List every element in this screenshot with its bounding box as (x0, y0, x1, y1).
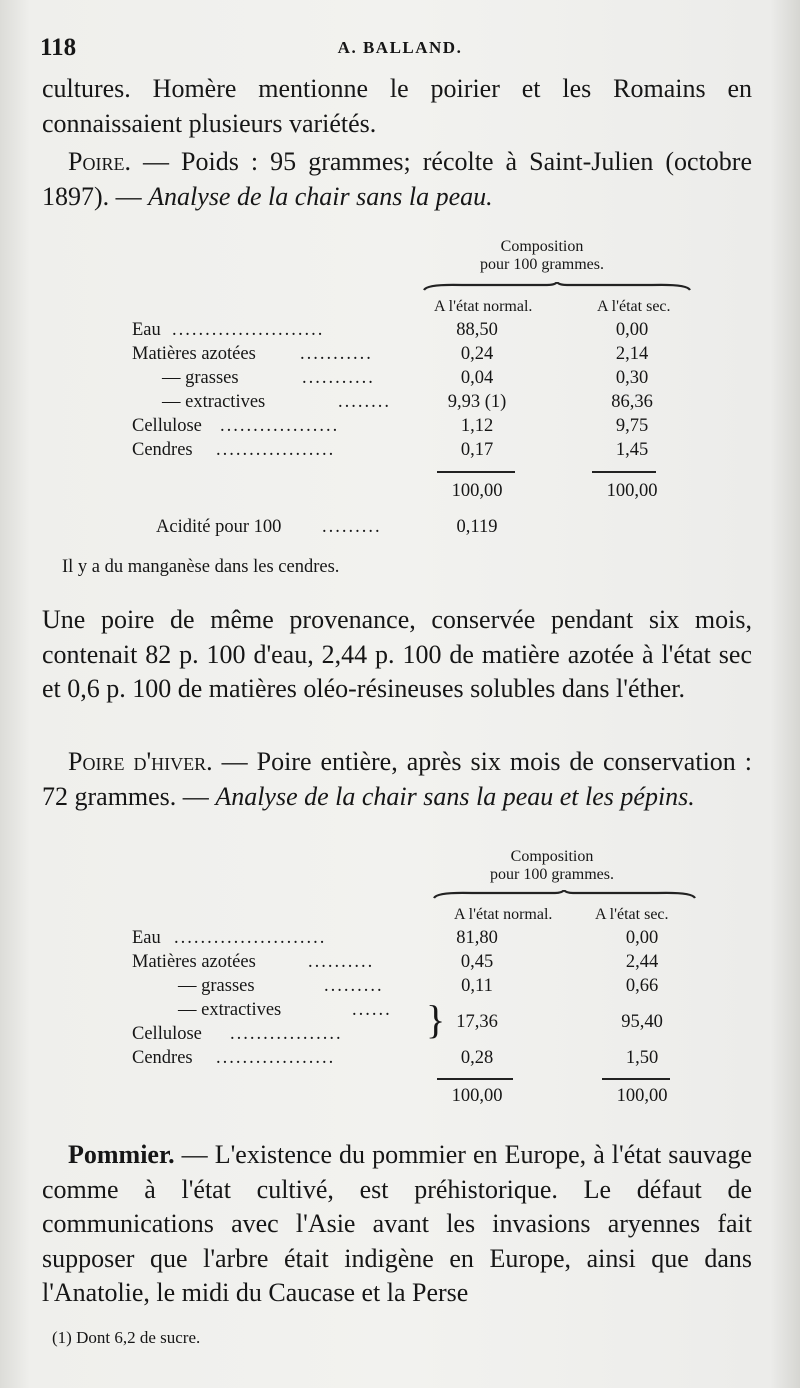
table-row: — extractives ........ 9,93 (1) 86,36 (162, 392, 653, 412)
composition-brace (432, 890, 697, 900)
col-sec-header: A l'état sec. (597, 298, 671, 315)
table-row: — extractives ...... (178, 1000, 392, 1020)
poire-heading: Poire. (68, 147, 131, 176)
running-title: A. BALLAND. (337, 38, 463, 57)
table-row: Cellulose ................. (132, 1024, 343, 1044)
total-row: 100,00 100,00 (451, 1086, 668, 1106)
page-number: 118 (40, 34, 77, 61)
conservation-paragraph: Une poire de même provenance, conservée pendant six mois, contenait 82 p. 100 d'eau, 2,44 p. 100 de matière azotée à l'état sec et 0,6 p. 100 de matières oléo-résineuses solubles dans l'éther. (42, 605, 752, 703)
table-row: Cellulose .................. 1,12 9,75 (132, 416, 649, 436)
table-row: Matières azotées .......... 0,45 2,44 (132, 952, 659, 972)
composition-header: Composition pour 100 grammes. (480, 238, 604, 273)
poire-hiver-analysis: Analyse de la chair sans la peau et les pépins. (215, 781, 695, 811)
table-row: Eau ....................... 88,50 0,00 (132, 320, 649, 340)
table-row: Cendres .................. 0,17 1,45 (132, 440, 649, 460)
table-row: — grasses ........... 0,04 0,30 (162, 368, 649, 388)
col-sec-header: A l'état sec. (595, 906, 669, 923)
merged-values-row: 17,36 95,40 (456, 1012, 663, 1032)
table-row: — grasses ......... 0,11 0,66 (178, 976, 659, 996)
poire-hiver-paragraph (42, 745, 752, 814)
poire-paragraph (42, 145, 752, 214)
total-rule (437, 471, 515, 473)
composition-header: Composition pour 100 grammes. (490, 848, 614, 883)
acidity-row: Acidité pour 100 ......... 0,119 (156, 517, 498, 537)
total-rule (437, 1078, 513, 1080)
table-row: Matières azotées ........... 0,24 2,14 (132, 344, 649, 364)
total-rule (602, 1078, 670, 1080)
composition-brace (422, 282, 692, 292)
footnote: (1) Dont 6,2 de sucre. (52, 1328, 201, 1347)
poire-hiver-text: — Poire entière, après six mois de conservation : 72 grammes. — (42, 747, 753, 811)
page-header (40, 34, 760, 64)
composition-table-poire (132, 238, 712, 568)
pommier-heading: Pommier. (68, 1140, 175, 1169)
total-row: 100,00 100,00 (451, 481, 658, 501)
col-normal-header: A l'état normal. (434, 298, 533, 315)
poire-hiver-heading: Poire d'hiver. (68, 747, 213, 776)
intro-paragraph: cultures. Homère mentionne le poirier et les Romains en connaissaient plusieurs variétés. (42, 74, 752, 138)
table-row: Cendres .................. 0,28 1,50 (132, 1048, 659, 1068)
col-normal-header: A l'état normal. (454, 906, 553, 923)
poire-text: — Poids : 95 grammes; récolte à Saint-Julien (octobre 1897). — (42, 147, 752, 211)
brace-glyph: } (426, 997, 446, 1042)
pommier-paragraph (42, 1138, 752, 1311)
poire-analysis: Analyse de la chair sans la peau. (148, 181, 493, 211)
manganese-note: Il y a du manganèse dans les cendres. (62, 557, 340, 577)
composition-table-poire-hiver (132, 848, 712, 1118)
pommier-text: — L'existence du pommier en Europe, à l'état sauvage comme à l'état cultivé, est préhistorique. Le défaut de communications avec l'Asie avant les invasions aryennes fait supposer que l'arbre était indigène en Europe, ainsi que dans l'Anatolie, le midi du Caucase et la Perse (42, 1140, 753, 1307)
table-row: Eau ....................... 81,80 0,00 (132, 928, 659, 948)
total-rule (592, 471, 656, 473)
